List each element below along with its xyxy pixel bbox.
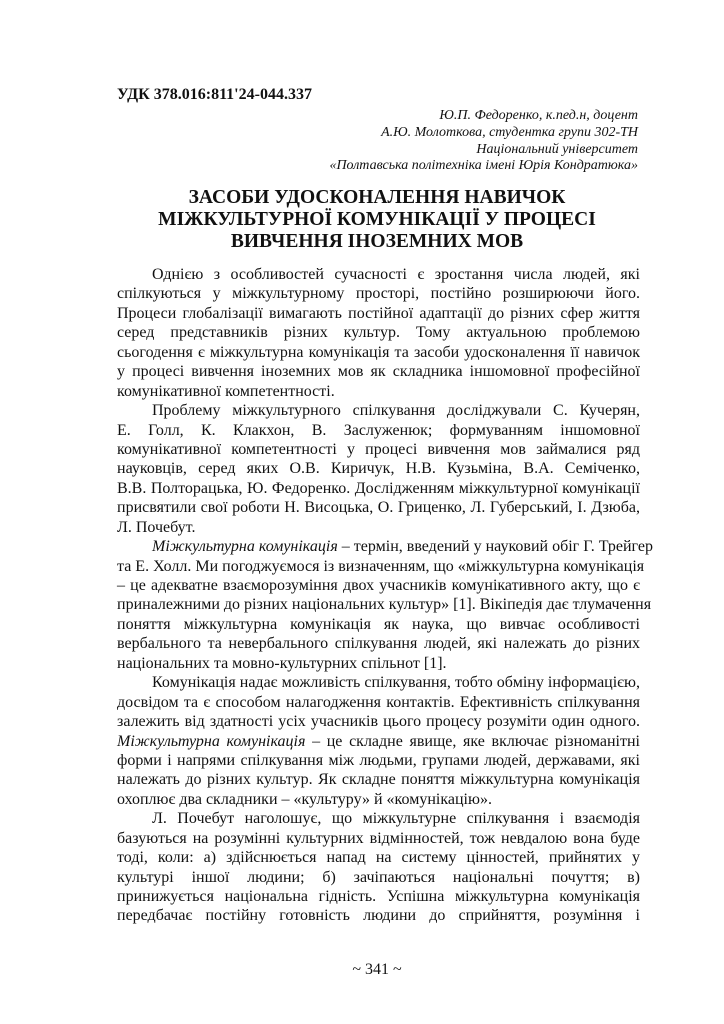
paragraph (117, 809, 640, 926)
line-text: присвятили свої роботи Н. Висоцька, О. Гриценко, Л. Губерський, І. Дзюба, (117, 499, 640, 517)
line-text: залежить від здатності усіх учасників цього процесу розуміти один одного. (117, 713, 640, 731)
title-line: ВИВЧЕННЯ ІНОЗЕМНИХ МОВ (230, 231, 524, 252)
line-text: культурі іншої людини; б) зачіпаються національні почуття; в) (117, 868, 640, 886)
line-text: Л. Почебут наголошує, що міжкультурне спілкування і взаємодія (152, 810, 640, 828)
text-line (117, 809, 640, 828)
line-text: – термін, введений у науковий обіг Г. Трейгер (337, 538, 653, 556)
italic-term: Міжкультурна комунікація (117, 732, 306, 750)
line-text: Процеси глобалізації вимагають постійної адаптації до різних сфер життя (117, 304, 640, 322)
text-line (117, 382, 640, 401)
text-line (117, 304, 640, 323)
paragraph (117, 537, 653, 673)
article-body (117, 265, 653, 926)
line-text: форми і напрями спілкування між людьми, групами людей, державами, які (117, 751, 640, 769)
text-line (117, 323, 640, 342)
text-line (117, 770, 640, 789)
udk-code: УДК 378.016:811'24-044.337 (117, 86, 312, 103)
author-2: А.Ю. Молоткова, студентка групи 302-ТН (381, 124, 638, 140)
article-title (0, 187, 724, 253)
author-1: Ю.П. Федоренко, к.пед.н, доцент (439, 108, 638, 123)
italic-term: Міжкультурна комунікація (152, 538, 338, 556)
text-line (117, 848, 640, 867)
text-line (117, 732, 640, 751)
line-text: принижується національна гідність. Успішна міжкультурна комунікація (117, 888, 640, 905)
text-line (117, 459, 640, 478)
text-line (117, 751, 640, 770)
author-block (329, 108, 638, 175)
text-line (117, 654, 640, 673)
line-text: – це адекватне взаєморозуміння двох учасників комунікативного акту, що є (117, 577, 640, 594)
paragraph (117, 673, 640, 809)
affiliation-line-1: Національний університет (476, 141, 638, 157)
line-text: серед представників різних культур. Тому актуальною проблемою (117, 324, 640, 342)
line-text: поняття міжкультурна комунікація як наука, що вивчає особливості (117, 615, 640, 633)
line-text: Л. Почебут. (117, 518, 196, 536)
line-text: та Е. Холл. Ми погоджуємося із визначенням, що «міжкультурна комунікація (117, 557, 645, 575)
line-text: – це складне явище, яке включає різноманітні (305, 732, 641, 750)
text-line (117, 401, 640, 420)
line-text: Е. Голл, К. Клакхон, В. Заслуженюк; формуванням іншомовної (117, 421, 640, 439)
text-line (117, 343, 640, 362)
line-text: спілкуються у міжкультурному просторі, постійно розширюючи його. (117, 285, 640, 303)
line-text: науковців, серед яких О.В. Киричук, Н.В. Кузьміна, В.А. Семіченко, (117, 460, 640, 478)
line-text: Проблему міжкультурного спілкування досліджували С. Кучерян, (152, 402, 640, 420)
line-text: належать до різних культур. Як складне поняття міжкультурна комунікація (117, 771, 640, 789)
text-line (117, 615, 640, 634)
title-line: ЗАСОБИ УДОСКОНАЛЕННЯ НАВИЧОК (188, 187, 566, 208)
line-text: досвідом та є способом налагодження контактів. Ефективність спілкування (117, 693, 640, 711)
title-line: МІЖКУЛЬТУРНОЇ КОМУНІКАЦІЇ У ПРОЦЕСІ (158, 209, 596, 230)
line-text: Комунікація надає можливість спілкування, тобто обміну інформацією, (152, 674, 640, 692)
text-line (117, 557, 645, 576)
text-line (117, 790, 640, 809)
page-number: ~ 341 ~ (352, 961, 402, 978)
line-text: комунікативної компетентності. (117, 382, 335, 400)
text-line (117, 284, 640, 303)
text-line (117, 421, 640, 440)
text-line (117, 518, 640, 537)
line-text: передбачає постійну готовність людини до сприйняття, розуміння і (117, 907, 640, 925)
line-text: базуються на розумінні культурних відмінностей, тож невдалою вона буде (117, 829, 640, 847)
text-line (117, 906, 640, 925)
paragraph (117, 265, 640, 401)
affiliation-line-2: «Полтавська політехніка імені Юрія Кондратюка» (329, 158, 638, 174)
text-line (117, 576, 640, 595)
text-line (117, 362, 640, 381)
line-text: тоді, коли: а) здійснюється напад на систему цінностей, прийнятих у (117, 849, 640, 867)
text-line (117, 498, 640, 517)
text-line (117, 693, 640, 712)
text-line (117, 712, 640, 731)
line-text: Однією з особливостей сучасності є зростання числа людей, які (152, 266, 640, 283)
line-text: охоплює два складники – «культуру» й «комунікацію». (117, 790, 492, 808)
text-line (117, 265, 640, 284)
line-text: приналежними до різних національних культур» [1]. Вікіпедія дає тлумачення (117, 596, 652, 614)
line-text: у процесі вивчення іноземних мов як складника іншомовної професійної (117, 363, 640, 381)
text-line (117, 440, 640, 459)
text-line (117, 673, 640, 692)
text-line (117, 595, 652, 614)
line-text: сьогодення є міжкультурна комунікація та засоби удосконалення її навичок (117, 343, 640, 361)
line-text: вербального та невербального спілкування людей, які належать до різних (117, 635, 640, 653)
text-line (117, 634, 640, 653)
line-text: національних та мовно-культурних спільнот [1]. (117, 654, 447, 672)
text-line (117, 887, 640, 906)
paragraph (117, 401, 640, 537)
line-text: комунікативної компетентності у процесі вивчення мов займалися ряд (117, 440, 640, 458)
text-line (117, 829, 640, 848)
text-line (117, 479, 640, 498)
text-line (117, 868, 640, 887)
text-line (117, 537, 653, 556)
line-text: В.В. Полторацька, Ю. Федоренко. Дослідженням міжкультурної комунікації (117, 479, 640, 497)
